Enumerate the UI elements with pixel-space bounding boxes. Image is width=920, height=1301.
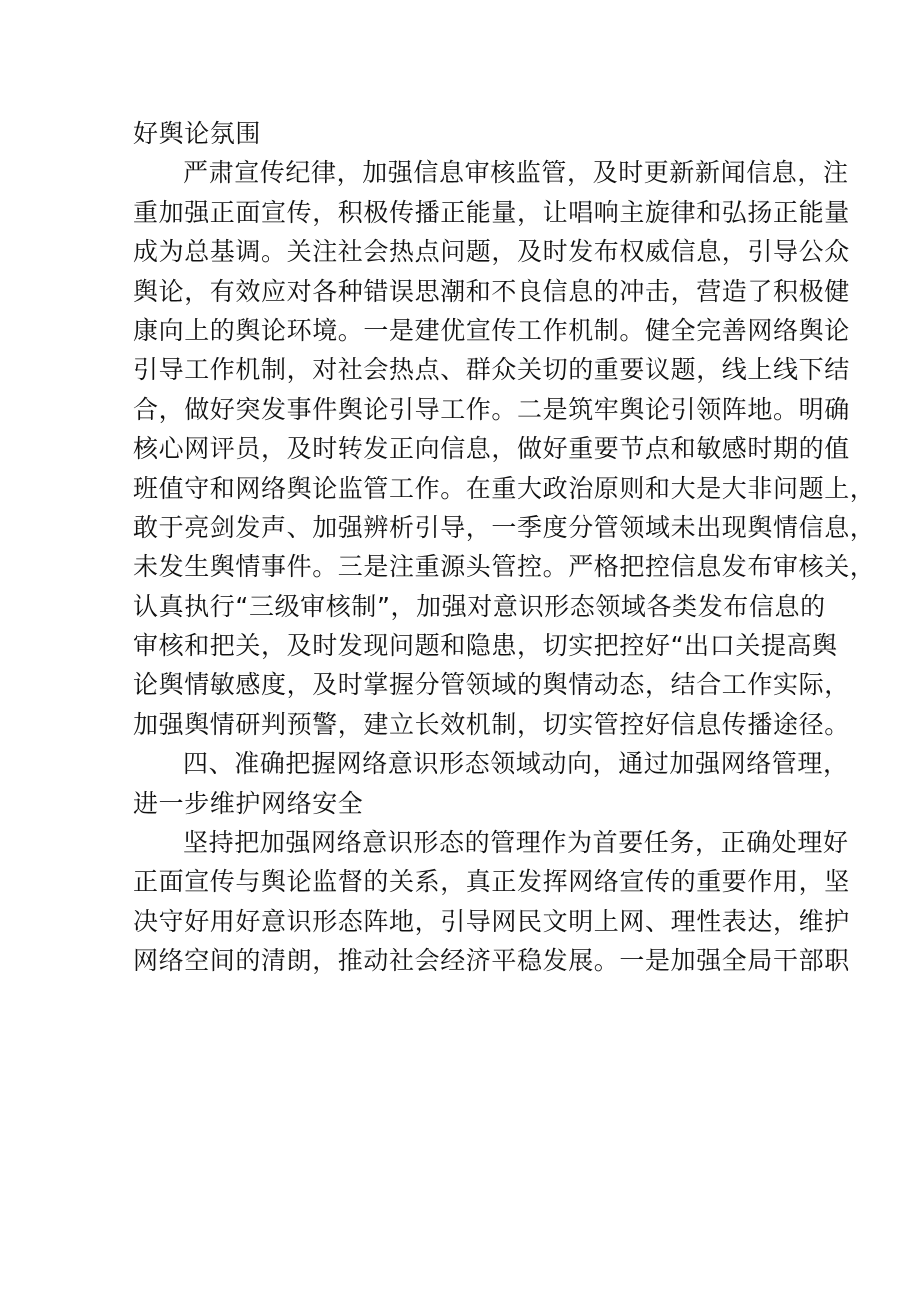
text-line: 成为总基调。关注社会热点问题，及时发布权威信息，引导公众 xyxy=(133,237,850,267)
text-line: 未发生舆情事件。三是注重源头管控。严格把控信息发布审核关， xyxy=(133,552,876,582)
text-line: 合，做好突发事件舆论引导工作。二是筑牢舆论引领阵地。明确 xyxy=(133,394,850,424)
text-line: 班值守和网络舆论监管工作。在重大政治原则和大是大非问题上， xyxy=(133,473,876,503)
text-line: 加强舆情研判预警，建立长效机制，切实管控好信息传播途径。 xyxy=(133,709,850,739)
text-line: 好舆论氛围 xyxy=(133,119,262,148)
text-line: 进一步维护网络安全 xyxy=(133,788,364,818)
document-body xyxy=(133,114,876,981)
text-line: 四、准确把握网络意识形态领域动向，通过加强网络管理， xyxy=(183,749,849,779)
text-line: 论舆情敏感度，及时掌握分管领域的舆情动态，结合工作实际， xyxy=(133,670,850,700)
text-line: 决守好用好意识形态阵地，引导网民文明上网、理性表达，维护 xyxy=(133,906,850,936)
text-line: 严肃宣传纪律，加强信息审核监管，及时更新新闻信息，注 xyxy=(183,158,849,188)
text-line: 敢于亮剑发声、加强辨析引导，一季度分管领域未出现舆情信息， xyxy=(133,512,876,542)
text-line: 引导工作机制，对社会热点、群众关切的重要议题，线上线下结 xyxy=(133,355,850,385)
text-line: 审核和把关，及时发现问题和隐患，切实把控好“出口关提高舆 xyxy=(133,631,838,661)
text-line: 核心网评员，及时转发正向信息，做好重要节点和敏感时期的值 xyxy=(133,434,850,464)
text-line: 认真执行“三级审核制”，加强对意识形态领域各类发布信息的 xyxy=(133,591,826,621)
text-line: 舆论，有效应对各种错误思潮和不良信息的冲击，营造了积极健 xyxy=(133,276,850,306)
text-line: 网络空间的清朗，推动社会经济平稳发展。一是加强全局干部职 xyxy=(133,946,850,976)
text-line: 重加强正面宣传，积极传播正能量，让唱响主旋律和弘扬正能量 xyxy=(133,197,850,227)
text-line: 康向上的舆论环境。一是建优宣传工作机制。健全完善网络舆论 xyxy=(133,315,850,345)
text-line: 正面宣传与舆论监督的关系，真正发挥网络宣传的重要作用，坚 xyxy=(133,867,850,897)
text-line: 坚持把加强网络意识形态的管理作为首要任务，正确处理好 xyxy=(183,828,849,858)
